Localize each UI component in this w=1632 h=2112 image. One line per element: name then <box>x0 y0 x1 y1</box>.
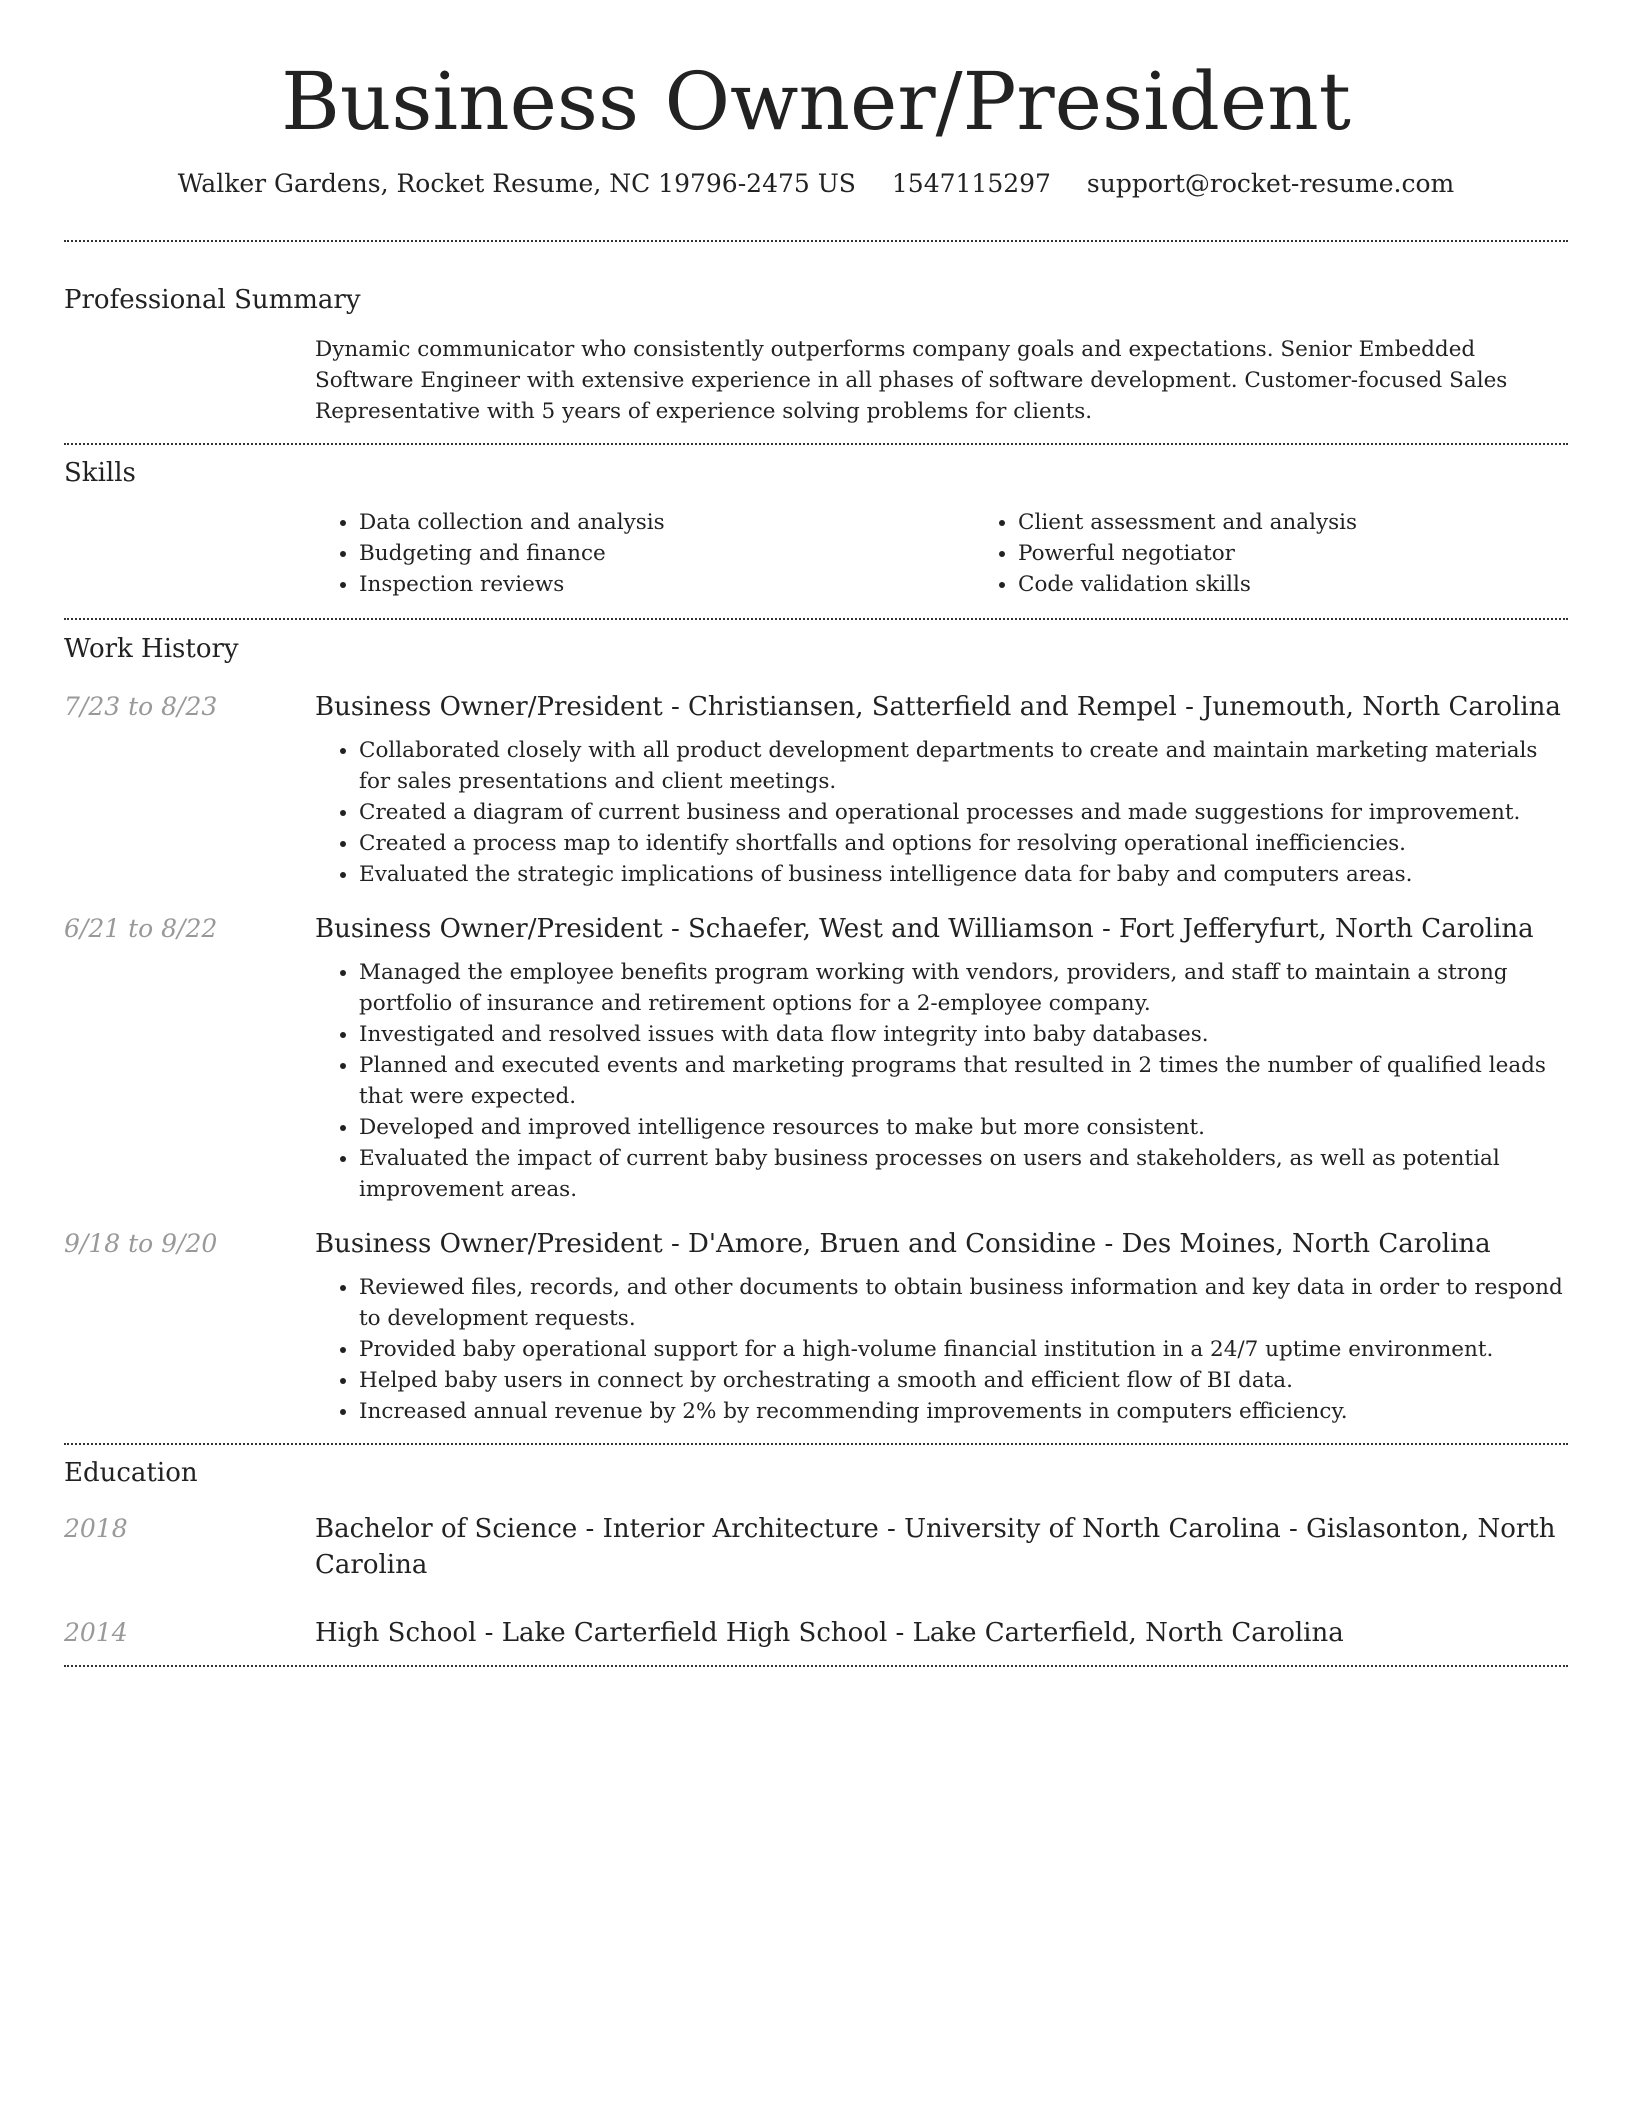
job-title: Business Owner/President - D'Amore, Bruen and Considine - Des Moines, North Carolina <box>315 1229 1491 1259</box>
skill-item: • Client assessment and analysis <box>1018 507 1632 538</box>
job-bullet: • Created a process map to identify shortfalls and options for resolving operational inefficiencies. <box>359 828 1568 859</box>
education-title: Education <box>64 1458 198 1488</box>
skill-item: • Inspection reviews <box>359 569 974 600</box>
divider <box>64 1665 1568 1667</box>
job-title: Business Owner/President - Schaefer, West and Williamson - Fort Jefferyfurt, North Carolina <box>315 914 1534 944</box>
contact-phone: 1547115297 <box>891 169 1051 198</box>
divider <box>64 443 1568 445</box>
job-bullet: • Helped baby users in connect by orchestrating a smooth and efficient flow of BI data. <box>359 1365 1568 1396</box>
job-bullet: • Investigated and resolved issues with data flow integrity into baby databases. <box>359 1019 1568 1050</box>
job-bullets <box>315 957 1568 1205</box>
job-dates: 6/21 to 8/22 <box>64 914 218 943</box>
job-dates: 7/23 to 8/23 <box>64 692 218 721</box>
contact-address: Walker Gardens, Rocket Resume, NC 19796-2475 US <box>177 169 856 198</box>
skill-item: • Powerful negotiator <box>1018 538 1632 569</box>
job-bullet: • Developed and improved intelligence resources to make but more consistent. <box>359 1112 1568 1143</box>
divider <box>64 240 1568 242</box>
job-bullet: • Reviewed files, records, and other documents to obtain business information and key data in order to respond to development requests. <box>359 1272 1568 1334</box>
skills-title: Skills <box>64 458 136 488</box>
contact-email: support@rocket-resume.com <box>1086 169 1455 198</box>
job-entry <box>64 911 1568 1205</box>
education-entry <box>64 1511 1568 1583</box>
skills-list-left <box>315 507 974 600</box>
skill-item: • Budgeting and finance <box>359 538 974 569</box>
job-bullet: • Evaluated the strategic implications of business intelligence data for baby and computers areas. <box>359 859 1568 890</box>
job-bullets <box>315 735 1568 890</box>
job-entry <box>64 1226 1568 1427</box>
skill-item: • Code validation skills <box>1018 569 1632 600</box>
divider <box>64 618 1568 620</box>
skills-row <box>64 507 1568 600</box>
summary-text: Dynamic communicator who consistently outperforms company goals and expectations. Senior Embedded Software Engineer with extensive experience in all phases of software development. Customer-focused Sales Representative with 5 years of experience solving problems for clients. <box>315 337 1508 424</box>
job-bullet: • Collaborated closely with all product development departments to create and maintain marketing materials for sales presentations and client meetings. <box>359 735 1568 797</box>
job-bullet: • Increased annual revenue by 2% by recommending improvements in computers efficiency. <box>359 1396 1568 1427</box>
job-title: Business Owner/President - Christiansen, Satterfield and Rempel - Junemouth, North Carolina <box>315 692 1561 722</box>
job-bullet: • Provided baby operational support for a high-volume financial institution in a 24/7 uptime environment. <box>359 1334 1568 1365</box>
job-dates: 9/18 to 9/20 <box>64 1229 218 1258</box>
skill-item: • Data collection and analysis <box>359 507 974 538</box>
contact-line <box>64 166 1568 202</box>
job-bullet: • Created a diagram of current business and operational processes and made suggestions for improvement. <box>359 797 1568 828</box>
education-text: Bachelor of Science - Interior Architecture - University of North Carolina - Gislasonton, North Carolina <box>315 1514 1556 1580</box>
job-bullets <box>315 1272 1568 1427</box>
education-text: High School - Lake Carterfield High School - Lake Carterfield, North Carolina <box>315 1618 1344 1648</box>
resume-page <box>64 0 1568 1667</box>
job-entry <box>64 689 1568 890</box>
job-bullet: • Evaluated the impact of current baby business processes on users and stakeholders, as well as potential improvement areas. <box>359 1143 1568 1205</box>
education-year: 2018 <box>64 1514 128 1543</box>
summary-title: Professional Summary <box>64 285 361 315</box>
summary-row <box>64 334 1568 427</box>
education-entry <box>64 1615 1568 1651</box>
resume-name: Business Owner/President <box>281 55 1351 148</box>
skills-list-right <box>974 507 1632 600</box>
job-bullet: • Planned and executed events and marketing programs that resulted in 2 times the number of qualified leads that were expected. <box>359 1050 1568 1112</box>
work-title: Work History <box>64 634 239 664</box>
job-bullet: • Managed the employee benefits program working with vendors, providers, and staff to maintain a strong portfolio of insurance and retirement options for a 2-employee company. <box>359 957 1568 1019</box>
education-year: 2014 <box>64 1618 128 1647</box>
divider <box>64 1443 1568 1445</box>
